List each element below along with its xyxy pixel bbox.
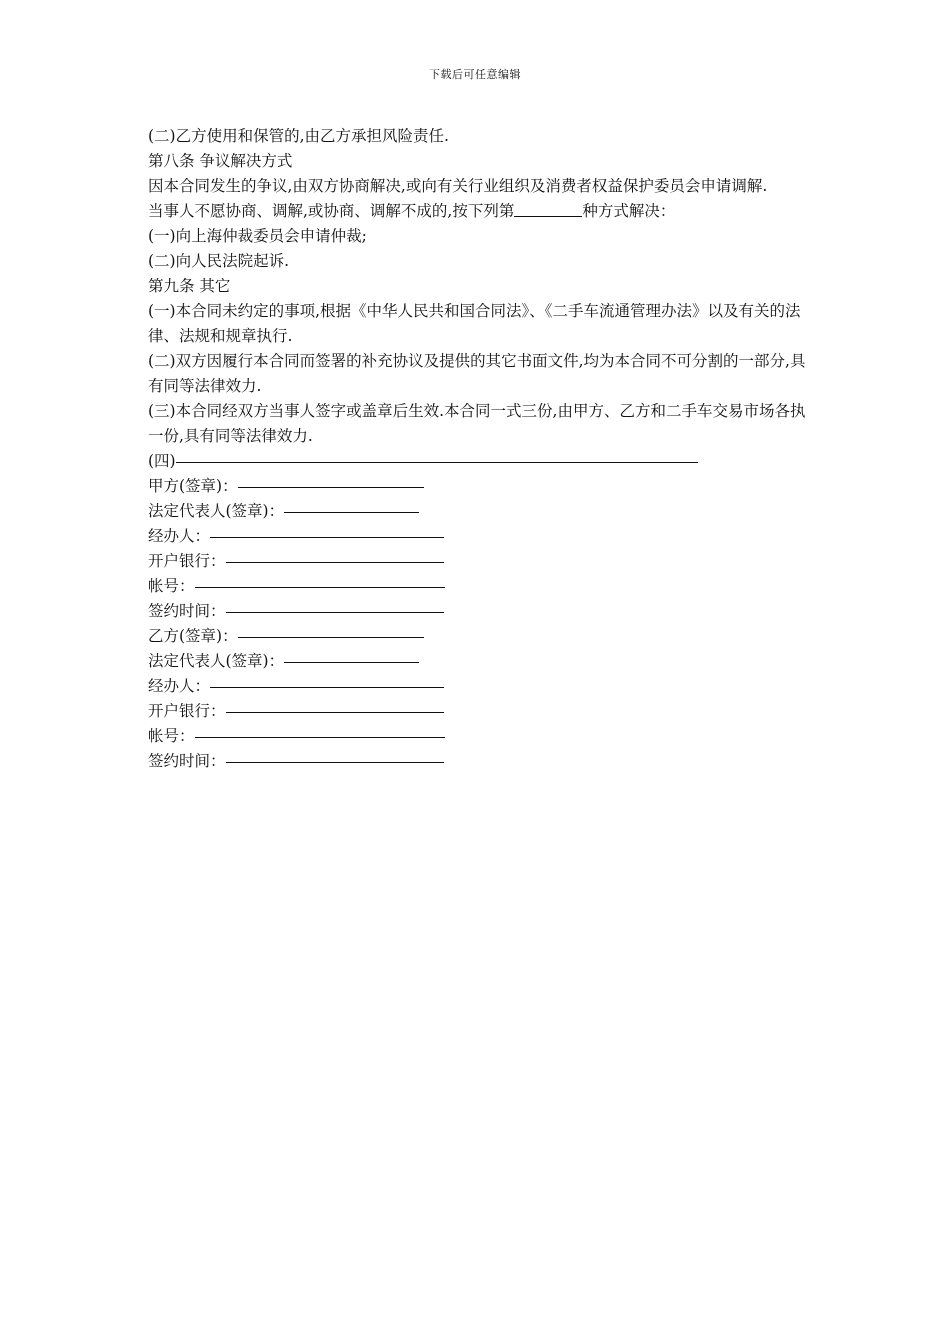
party-b-agent-row bbox=[145, 674, 810, 699]
party-a-bank-label: 开户银行： bbox=[148, 552, 226, 570]
party-a-legal-rep-blank bbox=[284, 497, 419, 513]
party-a-agent-label: 经办人： bbox=[148, 527, 211, 545]
party-a-label: 甲方(签章)： bbox=[148, 477, 238, 495]
party-a-date-row bbox=[145, 599, 810, 624]
party-a-account-label: 帐号： bbox=[148, 577, 195, 595]
article-8-title: 第八条 争议解决方式 bbox=[148, 152, 293, 170]
party-a-bank-blank bbox=[226, 547, 444, 563]
party-b-account-blank bbox=[195, 722, 445, 738]
party-a-agent-row bbox=[145, 524, 810, 549]
party-a-legal-rep-row bbox=[145, 499, 810, 524]
article-8-paragraph-2-after: 种方式解决： bbox=[582, 202, 676, 220]
page-header-note: 下载后可任意编辑 bbox=[429, 68, 521, 81]
party-b-bank-label: 开户银行： bbox=[148, 702, 226, 720]
party-b-date-label: 签约时间： bbox=[148, 752, 226, 770]
party-b-agent-label: 经办人： bbox=[148, 677, 211, 695]
party-a-account-row bbox=[145, 574, 810, 599]
party-b-sign-row bbox=[145, 624, 810, 649]
party-a-sign-blank bbox=[238, 472, 424, 488]
party-b-account-label: 帐号： bbox=[148, 727, 195, 745]
party-a-agent-blank bbox=[210, 522, 444, 538]
party-a-date-blank bbox=[226, 597, 444, 613]
party-b-legal-rep-blank bbox=[284, 647, 419, 663]
article-9-clause-2: (二)双方因履行本合同而签署的补充协议及提供的其它书面文件,均为本合同不可分割的一部分,具有同等法律效力. bbox=[148, 352, 806, 395]
party-b-label: 乙方(签章)： bbox=[148, 627, 238, 645]
party-b-sign-blank bbox=[238, 622, 424, 638]
contract-body bbox=[145, 124, 810, 774]
party-b-bank-blank bbox=[226, 697, 444, 713]
method-number-blank bbox=[514, 201, 582, 217]
article-9-clause-4 bbox=[145, 449, 810, 474]
party-a-date-label: 签约时间： bbox=[148, 602, 226, 620]
party-b-legal-rep-label: 法定代表人(签章)： bbox=[148, 652, 285, 670]
article-9-clause-4-label: (四) bbox=[148, 452, 176, 470]
article-8-paragraph-2-before: 当事人不愿协商、调解,或协商、调解不成的,按下列第 bbox=[148, 202, 515, 220]
clause-risk-party-b: (二)乙方使用和保管的,由乙方承担风险责任. bbox=[148, 127, 449, 145]
article-8-paragraph-1: 因本合同发生的争议,由双方协商解决,或向有关行业组织及消费者权益保护委员会申请调解. bbox=[148, 177, 768, 195]
article-8-paragraph-2 bbox=[145, 199, 810, 224]
party-b-legal-rep-row bbox=[145, 649, 810, 674]
party-b-account-row bbox=[145, 724, 810, 749]
party-b-agent-blank bbox=[210, 672, 444, 688]
article-8-option-2: (二)向人民法院起诉. bbox=[148, 252, 290, 270]
article-9-clause-3: (三)本合同经双方当事人签字或盖章后生效.本合同一式三份,由甲方、乙方和二手车交易市场各执一份,具有同等法律效力. bbox=[148, 402, 806, 445]
clause-4-blank bbox=[176, 447, 698, 463]
party-b-date-blank bbox=[226, 747, 444, 763]
party-a-sign-row bbox=[145, 474, 810, 499]
party-b-bank-row bbox=[145, 699, 810, 724]
party-a-bank-row bbox=[145, 549, 810, 574]
article-8-option-1: (一)向上海仲裁委员会申请仲裁; bbox=[148, 227, 367, 245]
article-9-clause-1: (一)本合同未约定的事项,根据《中华人民共和国合同法》、《二手车流通管理办法》以及有关的法律、法规和规章执行. bbox=[148, 302, 801, 345]
party-a-account-blank bbox=[195, 572, 445, 588]
article-9-title: 第九条 其它 bbox=[148, 277, 231, 295]
party-b-date-row bbox=[145, 749, 810, 774]
party-a-legal-rep-label: 法定代表人(签章)： bbox=[148, 502, 285, 520]
